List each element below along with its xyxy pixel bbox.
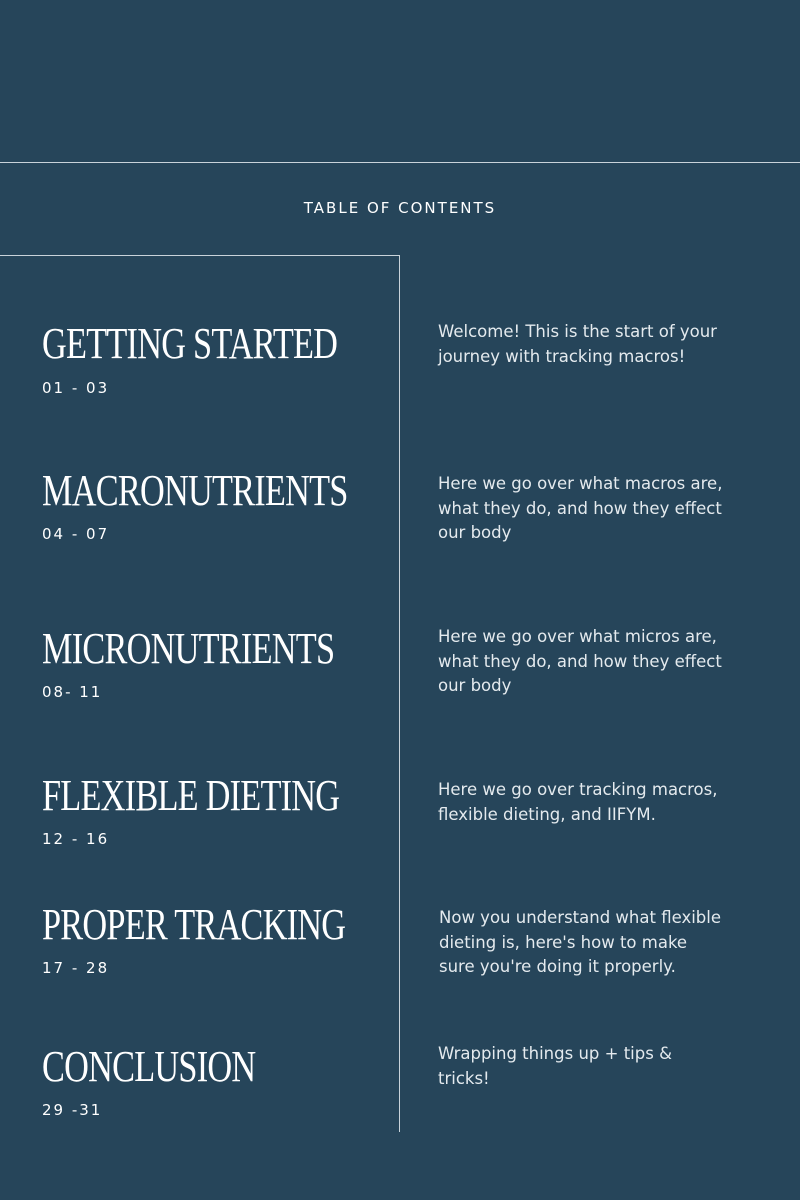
heading-divider	[0, 255, 400, 256]
section-description-micronutrients: Here we go over what micros are, what they do, and how they effect our body	[438, 627, 722, 695]
section-title-conclusion: CONCLUSION	[42, 1042, 256, 1091]
section-description-getting-started: Welcome! This is the start of your journey with tracking macros!	[438, 322, 717, 366]
section-description-macronutrients: Here we go over what macros are, what they do, and how they effect our body	[438, 474, 723, 542]
section-pages-macronutrients: 04 - 07	[42, 525, 110, 543]
section-title-flexible-dieting: FLEXIBLE DIETING	[42, 771, 340, 820]
section-pages-conclusion: 29 -31	[42, 1101, 103, 1119]
section-description-proper-tracking: Now you understand what flexible dieting is, here's how to make sure you're doing it properly.	[439, 908, 722, 976]
toc-heading: TABLE OF CONTENTS	[303, 199, 497, 217]
section-title-proper-tracking: PROPER TRACKING	[42, 900, 346, 949]
section-description-conclusion: Wrapping things up + tips & tricks!	[438, 1044, 672, 1088]
top-divider	[0, 162, 800, 163]
section-title-getting-started: GETTING STARTED	[42, 319, 338, 368]
section-title-micronutrients: MICRONUTRIENTS	[42, 624, 335, 673]
section-pages-micronutrients: 08- 11	[42, 683, 103, 701]
section-pages-getting-started: 01 - 03	[42, 379, 110, 397]
section-pages-proper-tracking: 17 - 28	[42, 959, 110, 977]
column-divider	[399, 255, 400, 1132]
section-title-macronutrients: MACRONUTRIENTS	[42, 466, 348, 515]
section-description-flexible-dieting: Here we go over tracking macros, flexible dieting, and IIFYM.	[438, 780, 718, 824]
section-pages-flexible-dieting: 12 - 16	[42, 830, 110, 848]
